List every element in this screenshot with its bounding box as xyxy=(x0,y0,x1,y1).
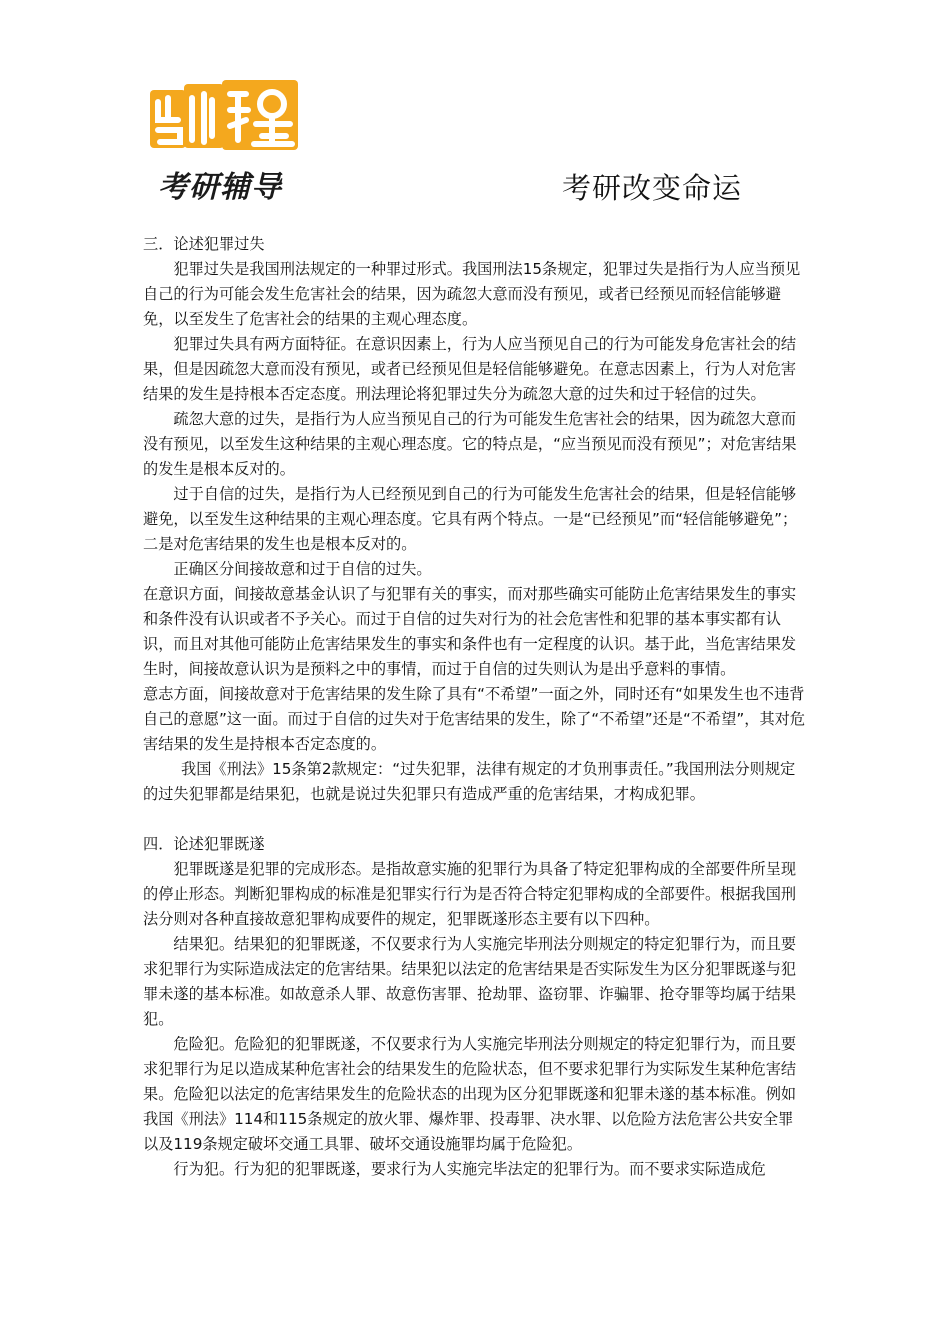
logo-text: 考研辅导 xyxy=(158,170,282,205)
section-heading: 四．论述犯罪既遂 xyxy=(143,835,265,853)
paragraph: 我国《刑法》15条第2款规定：“过失犯罪，法律有规定的才负刑事责任。”我国刑法分则规定的过失犯罪都是结果犯，也就是说过失犯罪只有造成严重的危害结果，才构成犯罪。 xyxy=(143,760,796,803)
kaicheng-logo xyxy=(150,80,300,205)
paragraph: 犯罪既遂是犯罪的完成形态。是指故意实施的犯罪行为具备了特定犯罪构成的全部要件所呈现的停止形态。判断犯罪构成的标准是犯罪实行行为是否符合特定犯罪构成的全部要件。根据我国刑法分则对各种直接故意犯罪构成要件的规定，犯罪既遂形态主要有以下四种。 xyxy=(143,860,797,928)
paragraph: 行为犯。行为犯的犯罪既遂，要求行为人实施完毕法定的犯罪行为。而不要求实际造成危 xyxy=(173,1160,766,1178)
header-slogan: 考研改变命运 xyxy=(562,171,743,205)
paragraph: 过于自信的过失，是指行为人已经预见到自己的行为可能发生危害社会的结果，但是轻信能够避免，以至发生这种结果的主观心理态度。它具有两个特点。一是“已经预见”而“轻信能够避免”；二是对危害结果的发生也是根本反对的。 xyxy=(143,485,798,553)
section-spacer xyxy=(143,807,808,832)
paragraph: 危险犯。危险犯的犯罪既遂，不仅要求行为人实施完毕刑法分则规定的特定犯罪行为，而且要求犯罪行为足以造成某种危害社会的结果发生的危险状态，但不要求犯罪行为实际发生某种危害结果。危险犯以法定的危害结果发生的危险状态的出现为区分犯罪既遂和犯罪未遂的基本标准。例如我国《刑法》114和115条规定的放火罪、爆炸罪、投毒罪、决水罪、以危险方法危害公共安全罪以及119条规定破坏交通工具罪、破坏交通设施罪均属于危险犯。 xyxy=(143,1035,797,1153)
logo-mark-icon xyxy=(150,80,300,160)
paragraph: 犯罪过失具有两方面特征。在意识因素上，行为人应当预见自己的行为可能发身危害社会的结果，但是因疏忽大意而没有预见，或者已经预见但是轻信能够避免。在意志因素上，行为人对危害结果的发生是持根本否定态度。刑法理论将犯罪过失分为疏忽大意的过失和过于轻信的过失。 xyxy=(143,335,797,403)
paragraph: 在意识方面，间接故意基金认识了与犯罪有关的事实，而对那些确实可能防止危害结果发生的事实和条件没有认识或者不予关心。而过于自信的过失对行为的社会危害性和犯罪的基本事实都有认识，而且对其他可能防止危害结果发生的事实和条件也有一定程度的认识。基于此，当危害结果发生时，间接故意认识为是预料之中的事情，而过于自信的过失则认为是出乎意料的事情。 xyxy=(143,585,797,678)
paragraph: 疏忽大意的过失，是指行为人应当预见自己的行为可能发生危害社会的结果，因为疏忽大意而没有预见，以至发生这种结果的主观心理态度。它的特点是，“应当预见而没有预见”；对危害结果的发生是根本反对的。 xyxy=(143,410,797,478)
paragraph: 结果犯。结果犯的犯罪既遂，不仅要求行为人实施完毕刑法分则规定的特定犯罪行为，而且要求犯罪行为实际造成法定的危害结果。结果犯以法定的危害结果是否实际发生为区分犯罪既遂与犯罪未遂的基本标准。如故意杀人罪、故意伤害罪、抢劫罪、盗窃罪、诈骗罪、抢夺罪等均属于结果犯。 xyxy=(143,935,797,1028)
document-body xyxy=(143,232,808,1182)
paragraph: 正确区分间接故意和过于自信的过失。 xyxy=(173,560,432,578)
paragraph: 犯罪过失是我国刑法规定的一种罪过形式。我国刑法15条规定，犯罪过失是指行为人应当预见自己的行为可能会发生危害社会的结果，因为疏忽大意而没有预见，或者已经预见而轻信能够避免，以至发生了危害社会的结果的主观心理态度。 xyxy=(143,260,801,328)
paragraph: 意志方面，间接故意对于危害结果的发生除了具有“不希望”一面之外，同时还有“如果发生也不违背自己的意愿”这一面。而过于自信的过失对于危害结果的发生，除了“不希望”还是“不希望”，其对危害结果的发生是持根本否定态度的。 xyxy=(143,685,806,753)
section-heading: 三．论述犯罪过失 xyxy=(143,235,265,253)
